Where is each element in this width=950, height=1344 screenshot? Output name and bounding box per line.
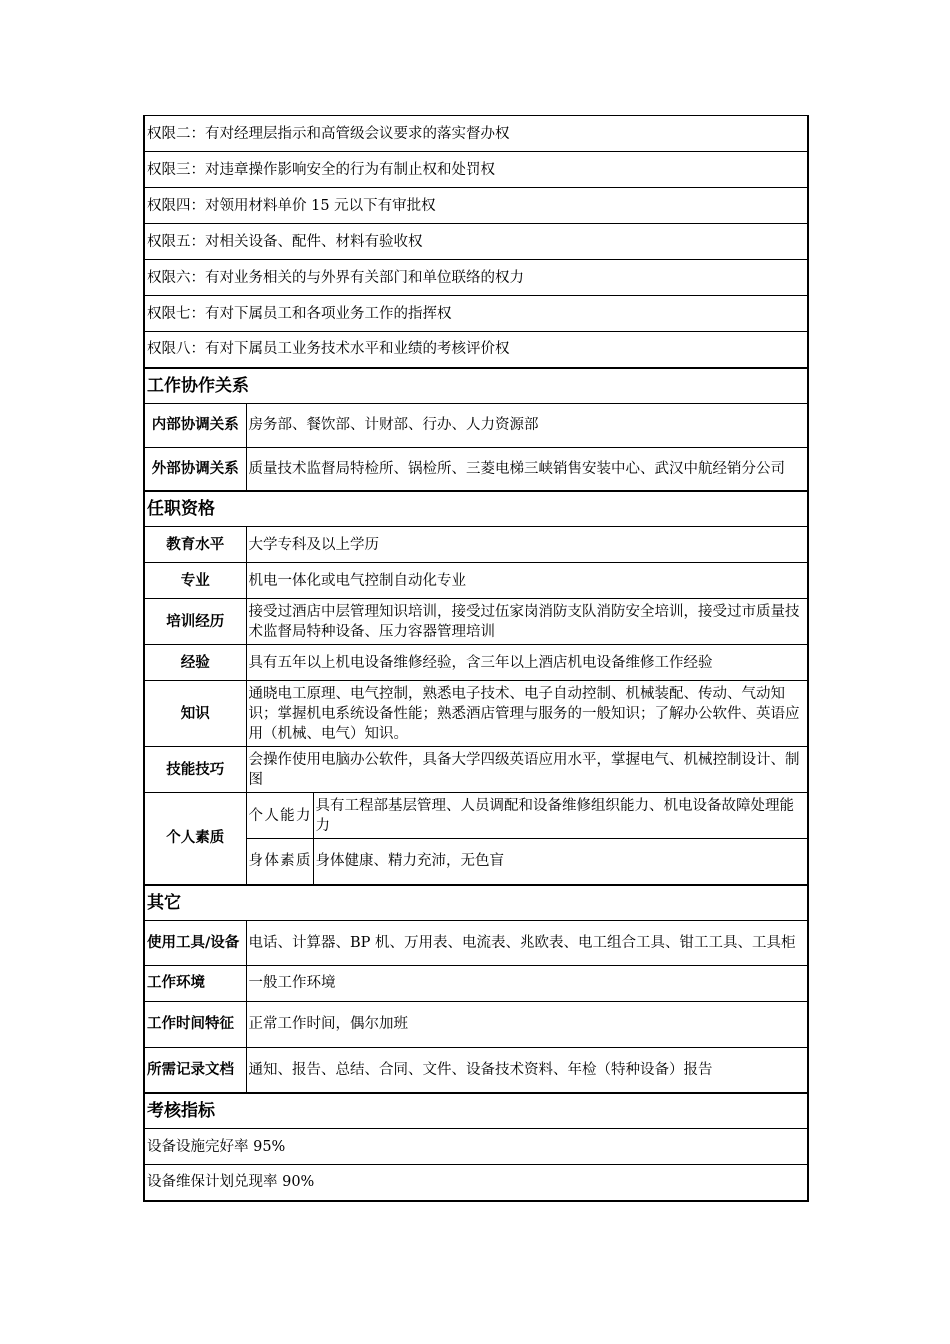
internal-coordination-row	[144, 403, 808, 447]
experience-label: 经验	[144, 645, 246, 681]
personal-quality-label: 个人素质	[144, 793, 246, 885]
documents-row	[144, 1047, 808, 1093]
external-coordination-row	[144, 447, 808, 491]
environment-value: 一般工作环境	[246, 965, 808, 1001]
documents-label: 所需记录文档	[144, 1047, 246, 1093]
physical-label: 身体素质	[246, 839, 313, 885]
work-time-label: 工作时间特征	[144, 1001, 246, 1047]
education-value: 大学专科及以上学历	[246, 527, 808, 563]
education-row	[144, 527, 808, 563]
authority-text: 权限五：对相关设备、配件、材料有验收权	[144, 224, 808, 260]
section-header-other	[144, 885, 808, 921]
education-label: 教育水平	[144, 527, 246, 563]
work-time-row	[144, 1001, 808, 1047]
authority-row	[144, 152, 808, 188]
authority-row	[144, 260, 808, 296]
authority-text: 权限六：有对业务相关的与外界有关部门和单位联络的权力	[144, 260, 808, 296]
section-title: 考核指标	[144, 1093, 808, 1129]
knowledge-row	[144, 681, 808, 747]
skills-label: 技能技巧	[144, 747, 246, 793]
tools-row	[144, 920, 808, 965]
environment-row	[144, 965, 808, 1001]
section-header-cooperation	[144, 368, 808, 404]
personal-ability-row	[144, 793, 808, 839]
training-label: 培训经历	[144, 599, 246, 645]
experience-value: 具有五年以上机电设备维修经验，含三年以上酒店机电设备维修工作经验	[246, 645, 808, 681]
documents-value: 通知、报告、总结、合同、文件、设备技术资料、年检（特种设备）报告	[246, 1047, 808, 1093]
major-label: 专业	[144, 563, 246, 599]
ability-value: 具有工程部基层管理、人员调配和设备维修组织能力、机电设备故障处理能力	[313, 793, 808, 839]
section-title: 其它	[144, 885, 808, 921]
section-title: 工作协作关系	[144, 368, 808, 404]
section-header-kpi	[144, 1093, 808, 1129]
knowledge-label: 知识	[144, 681, 246, 747]
tools-value: 电话、计算器、BP 机、万用表、电流表、兆欧表、电工组合工具、钳工工具、工具柜	[246, 920, 808, 965]
authority-text: 权限八：有对下属员工业务技术水平和业绩的考核评价权	[144, 332, 808, 368]
experience-row	[144, 645, 808, 681]
kpi-item: 设备设施完好率 95%	[144, 1129, 808, 1165]
authority-row	[144, 116, 808, 152]
environment-label: 工作环境	[144, 965, 246, 1001]
knowledge-value: 通晓电工原理、电气控制，熟悉电子技术、电子自动控制、机械装配、传动、气动知识；掌握机电系统设备性能；熟悉酒店管理与服务的一般知识；了解办公软件、英语应用（机械、电气）知识。	[246, 681, 808, 747]
major-value: 机电一体化或电气控制自动化专业	[246, 563, 808, 599]
external-coordination-value: 质量技术监督局特检所、锅检所、三菱电梯三峡销售安装中心、武汉中航经销分公司	[246, 447, 808, 491]
kpi-row	[144, 1165, 808, 1201]
kpi-row	[144, 1129, 808, 1165]
training-value: 接受过酒店中层管理知识培训，接受过伍家岗消防支队消防安全培训，接受过市质量技术监督局特种设备、压力容器管理培训	[246, 599, 808, 645]
tools-label: 使用工具/设备	[144, 920, 246, 965]
authority-row	[144, 296, 808, 332]
skills-row	[144, 747, 808, 793]
authority-row	[144, 332, 808, 368]
training-row	[144, 599, 808, 645]
work-time-value: 正常工作时间，偶尔加班	[246, 1001, 808, 1047]
kpi-item: 设备维保计划兑现率 90%	[144, 1165, 808, 1201]
physical-value: 身体健康、精力充沛，无色盲	[313, 839, 808, 885]
major-row	[144, 563, 808, 599]
ability-label: 个人能力	[246, 793, 313, 839]
authority-row	[144, 188, 808, 224]
authority-row	[144, 224, 808, 260]
job-description-table	[143, 115, 809, 1202]
authority-text: 权限三：对违章操作影响安全的行为有制止权和处罚权	[144, 152, 808, 188]
authority-text: 权限四：对领用材料单价 15 元以下有审批权	[144, 188, 808, 224]
authority-text: 权限二：有对经理层指示和高管级会议要求的落实督办权	[144, 116, 808, 152]
internal-coordination-value: 房务部、餐饮部、计财部、行办、人力资源部	[246, 403, 808, 447]
external-coordination-label: 外部协调关系	[144, 447, 246, 491]
section-header-qualification	[144, 491, 808, 527]
skills-value: 会操作使用电脑办公软件，具备大学四级英语应用水平，掌握电气、机械控制设计、制图	[246, 747, 808, 793]
job-description-document	[143, 115, 807, 1202]
authority-text: 权限七：有对下属员工和各项业务工作的指挥权	[144, 296, 808, 332]
internal-coordination-label: 内部协调关系	[144, 403, 246, 447]
section-title: 任职资格	[144, 491, 808, 527]
